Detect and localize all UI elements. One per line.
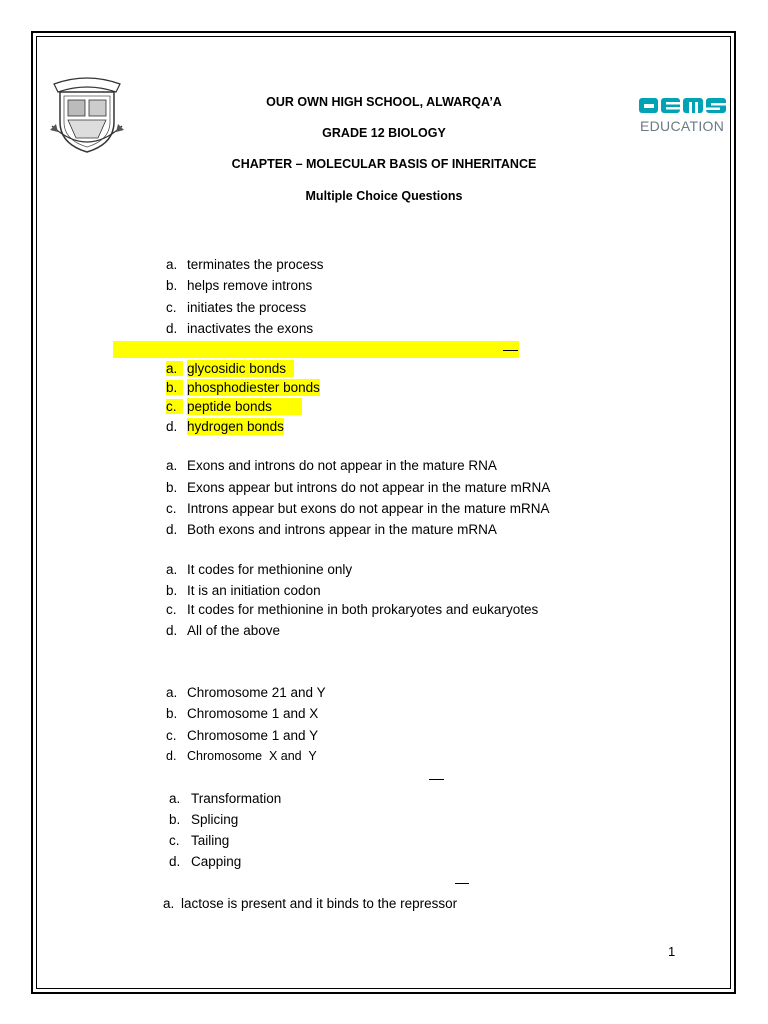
- option: b. phosphodiester bonds: [166, 380, 320, 395]
- blank-line: [503, 350, 518, 351]
- section-title: Multiple Choice Questions: [305, 189, 463, 203]
- option: a. glycosidic bonds: [166, 360, 183, 377]
- gems-subtitle: EDUCATION: [640, 118, 725, 134]
- option: a. lactose is present and it binds to the repressor: [163, 896, 458, 911]
- option: c. Introns appear but exons do not appear in the mature mRNA: [166, 501, 550, 516]
- option: b. Chromosome 1 and X: [166, 706, 319, 721]
- blank-line: [455, 883, 469, 884]
- option: c. peptide bonds: [166, 398, 183, 415]
- option: a. Transformation: [169, 791, 282, 806]
- option: a. Chromosome 21 and Y: [166, 685, 326, 700]
- option: b. helps remove introns: [166, 278, 313, 293]
- option: d. Capping: [169, 854, 242, 869]
- option: d. Chromosome X and Y: [166, 749, 317, 763]
- option: b. Exons appear but introns do not appear in the mature mRNA: [166, 480, 551, 495]
- page-number: 1: [668, 944, 676, 959]
- option: d. hydrogen bonds: [166, 419, 284, 434]
- school-name: OUR OWN HIGH SCHOOL, ALWARQA’A: [266, 95, 502, 109]
- option: d. All of the above: [166, 623, 281, 638]
- option: c. It codes for methionine in both prokaryotes and eukaryotes: [166, 602, 539, 617]
- option: b. Splicing: [169, 812, 239, 827]
- option: a. terminates the process: [166, 257, 324, 272]
- grade-title: GRADE 12 BIOLOGY: [322, 126, 446, 140]
- option: a. Exons and introns do not appear in the mature RNA: [166, 458, 497, 473]
- option: c. initiates the process: [166, 300, 307, 315]
- option: b. It is an initiation codon: [166, 583, 321, 598]
- highlighted-question-bar: [113, 341, 519, 358]
- blank-line: [429, 779, 444, 780]
- option: c. Chromosome 1 and Y: [166, 728, 319, 743]
- option: c. Tailing: [169, 833, 230, 848]
- option: d. Both exons and introns appear in the mature mRNA: [166, 522, 497, 537]
- option: a. It codes for methionine only: [166, 562, 353, 577]
- chapter-title: CHAPTER – MOLECULAR BASIS OF INHERITANCE: [231, 157, 537, 171]
- option: d. inactivates the exons: [166, 321, 314, 336]
- school-crest-logo: [46, 74, 128, 154]
